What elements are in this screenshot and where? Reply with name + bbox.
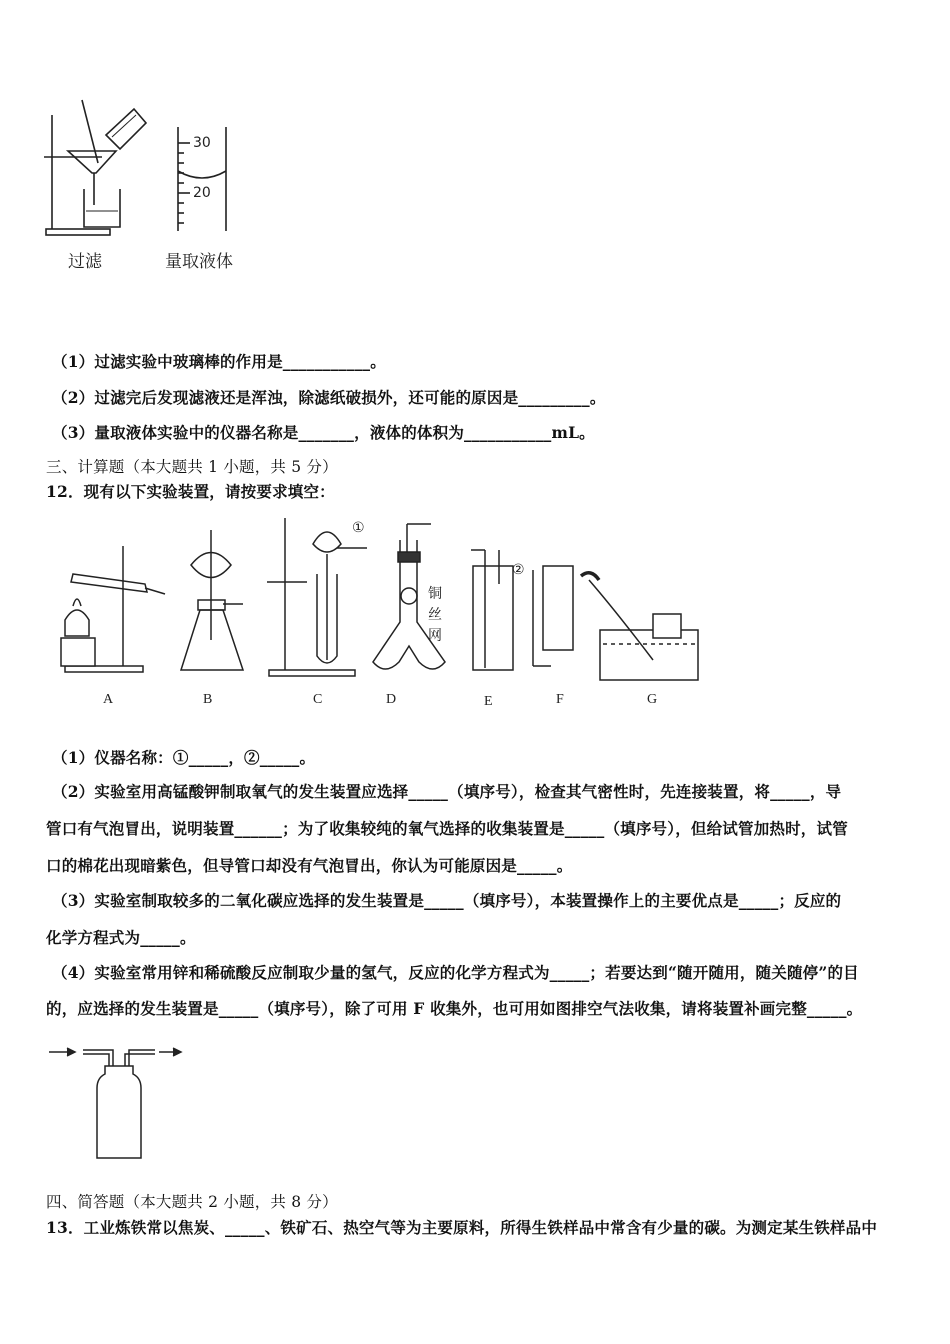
cylinder-caption: 量取液体 <box>165 252 233 272</box>
apparatus-drawing <box>55 510 705 690</box>
q12-line-8: 的，应选择的发生装置是_____（填序号），除了可用 F 收集外，也可用如图排空气法收集，请将装置补画完整_____。 <box>46 999 863 1018</box>
filtration-figure <box>40 95 150 240</box>
marker-1: ① <box>352 520 365 536</box>
apparatus-label-g: G <box>647 692 658 707</box>
apparatus-label-a: A <box>103 692 114 707</box>
marker-2: ② <box>512 562 525 578</box>
apparatus-figure <box>55 510 705 690</box>
q12-line-3: 管口有气泡冒出，说明装置______；为了收集较纯的氧气选择的收集装置是_____（填序号），但给试管加热时，试管 <box>46 819 848 838</box>
section-3-title: 三、计算题（本大题共 1 小题，共 5 分） <box>46 458 338 476</box>
q12-line-7: （4）实验室常用锌和稀硫酸反应制取少量的氢气，反应的化学方程式为_____；若要达到“随开随用，随关随停”的目 <box>52 963 859 982</box>
apparatus-label-f: F <box>556 692 564 707</box>
q11-line-3: （3）量取液体实验中的仪器名称是_______，液体的体积为___________mL。 <box>52 423 595 442</box>
q12-line-2: （2）实验室用高锰酸钾制取氧气的发生装置应选择_____（填序号），检查其气密性时，先连接装置，将_____，导 <box>52 782 842 801</box>
cylinder-tick-30: 30 <box>193 135 211 151</box>
copper-mesh-char-2: 丝 <box>428 607 442 623</box>
copper-mesh-char-3: 网 <box>428 628 442 644</box>
apparatus-label-b: B <box>203 692 213 707</box>
apparatus-label-e: E <box>484 694 493 709</box>
copper-mesh-char-1: 铜 <box>428 586 442 602</box>
q11-line-2: （2）过滤完后发现滤液还是浑浊，除滤纸破损外，还可能的原因是_________。 <box>52 388 606 407</box>
cylinder-tick-20: 20 <box>193 185 211 201</box>
q13-line-1: 13．工业炼铁常以焦炭、_____、铁矿石、热空气等为主要原料，所得生铁样品中常含有少量的碳。为测定某生铁样品中 <box>46 1218 878 1237</box>
q11-line-1: （1）过滤实验中玻璃棒的作用是___________。 <box>52 352 386 371</box>
q12-line-4: 口的棉花出现暗紫色，但导管口却没有气泡冒出，你认为可能原因是_____。 <box>46 856 573 875</box>
filtration-caption: 过滤 <box>68 252 102 272</box>
q12-stem: 12．现有以下实验装置，请按要求填空： <box>46 482 335 501</box>
gas-bottle-drawing <box>45 1040 195 1165</box>
gas-bottle-figure <box>45 1040 195 1165</box>
apparatus-label-d: D <box>386 692 397 707</box>
section-4-title: 四、简答题（本大题共 2 小题，共 8 分） <box>46 1193 338 1211</box>
filtration-drawing <box>40 95 150 240</box>
q12-line-1: （1）仪器名称：①_____，②_____。 <box>52 748 316 767</box>
q12-line-6: 化学方程式为_____。 <box>46 928 196 947</box>
q12-line-5: （3）实验室制取较多的二氧化碳应选择的发生装置是_____（填序号），本装置操作上的主要优点是_____；反应的 <box>52 891 842 910</box>
apparatus-label-c: C <box>313 692 323 707</box>
